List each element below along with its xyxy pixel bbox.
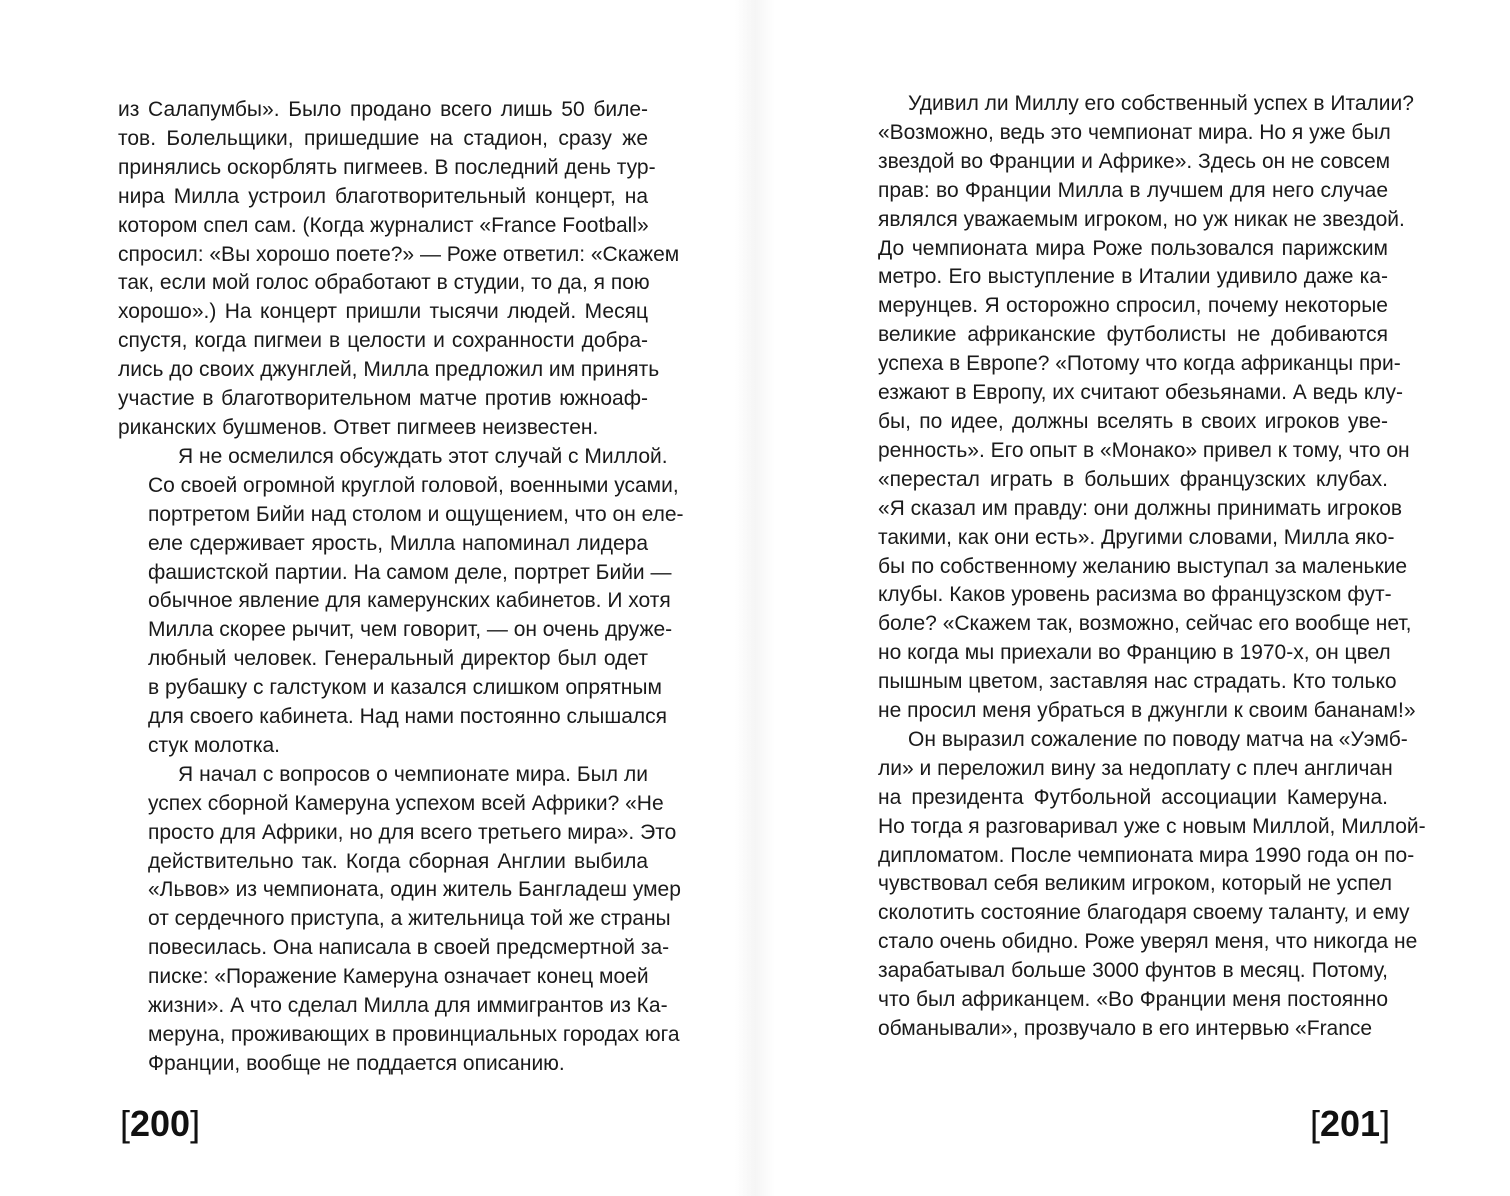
text-line: меруна, проживающих в провинциальных городах юга [148,1023,680,1046]
paragraph [118,761,681,1079]
text-line: «Я сказал им правду: они должны принимать игроков [878,496,1403,520]
text-line: Со своей огромной круглой головой, военными усами, [148,473,679,497]
text-line: дипломатом. После чемпионата мира 1990 года он по- [878,843,1415,867]
text-line: так, если мой голос обработают в студии, то да, я пою [118,271,650,295]
text-line: нира Милла устроил благотворительный концерт, на [118,184,648,208]
text-line: До чемпионата мира Роже пользовался парижским [878,236,1388,260]
text-line: спросил: «Вы хорошо поете?» — Роже ответил: «Скажем [118,242,680,266]
text-line: Я не осмелился обсуждать этот случай с Миллой. [178,444,668,468]
text-line: такими, как они есть». Другими словами, Милла яко- [878,525,1395,549]
text-line: еле сдерживает ярость, Милла напоминал лидера [148,531,648,555]
text-line: стук молотка. [148,733,281,757]
text-line: сколотить состояние благодаря своему таланту, и ему [878,901,1410,925]
text-line: чувствовал себя великим игроком, который не успел [878,872,1393,896]
text-line: портретом Бийи над столом и ощущением, что он еле- [148,502,684,526]
text-line: успех сборной Камеруна успехом всей Африки? «Не [148,791,664,815]
text-line: Франции, вообще не поддается описанию. [148,1051,565,1075]
text-line: на президента Футбольной ассоциации Камеруна. [878,785,1388,809]
text-line: великие африканские футболисты не добиваются [878,323,1388,347]
text-line: для своего кабинета. Над нами постоянно слышался [148,705,668,729]
text-line: спустя, когда пигмеи в целости и сохранности добра- [118,329,648,353]
text-line: действительно так. Когда сборная Англии выбила [148,849,648,873]
text-line: риканских бушменов. Ответ пигмеев неизвестен. [118,415,599,439]
text-line: обманывали», прозвучало в его интервью «France [878,1017,1373,1040]
text-line: клубы. Каков уровень расизма во французском фут- [878,583,1392,607]
text-line: жизни». А что сделал Милла для иммигрантов из Ка- [148,994,668,1018]
text-line: Удивил ли Миллу его собственный успех в Италии? [908,92,1414,115]
text-line: в рубашку с галстуком и казался слишком опрятным [148,676,662,700]
text-line: котором спел сам. (Когда журналист «France Football» [118,213,649,237]
text-line: успеха в Европе? «Потому что когда африканцы при- [878,352,1401,376]
text-line: «Львов» из чемпионата, один житель Бангладеш умер [148,878,681,902]
text-line: пышным цветом, заставляя нас страдать. Кто только [878,670,1397,694]
text-line: мерунцев. Я осторожно спросил, почему некоторые [878,294,1388,318]
text-line: Милла скорее рычит, чем говорит, — он очень друже- [148,618,673,642]
right-page-text [848,90,1426,1044]
text-line: езжают в Европу, их считают обезьянами. А ведь клу- [878,381,1403,405]
text-line: но когда мы приехали во Францию в 1970-х, он цвел [878,641,1391,665]
text-line: принялись оскорблять пигмеев. В последний день тур- [118,155,656,179]
text-line: писке: «Поражение Камеруна означает конец моей [148,965,649,989]
text-line: являлся уважаемым игроком, но уж никак не звездой. [878,207,1405,231]
text-line: метро. Его выступление в Италии удивило даже ка- [878,265,1388,289]
paragraph [848,90,1416,726]
text-line: из Салапумбы». Было продано всего лишь 50 биле- [118,98,648,121]
text-line: звездой во Франции и Африке». Здесь он не совсем [878,149,1391,173]
text-line: «перестал играть в больших французских клубах. [878,467,1388,491]
paragraph [848,726,1426,1044]
text-line: стало очень обидно. Роже уверял меня, что никогда не [878,930,1418,954]
text-line: хорошо».) На концерт пришли тысячи людей. Месяц [118,300,648,324]
text-line: ренность». Его опыт в «Монако» привел к тому, что он [878,438,1410,462]
text-line: бы, по идее, должны вселять в своих игроков уве- [878,409,1388,433]
text-line: Я начал с вопросов о чемпионате мира. Был ли [178,762,648,786]
text-line: «Возможно, ведь это чемпионат мира. Но я уже был [878,120,1391,144]
text-line: тов. Болельщики, пришедшие на стадион, сразу же [118,126,648,150]
right-page-number: [201] [1310,1103,1391,1144]
text-line: лись до своих джунглей, Милла предложил им принять [118,358,660,382]
right-page [755,0,1510,1196]
text-line: бы по собственному желанию выступал за маленькие [878,554,1408,578]
text-line: обычное явление для камерунских кабинетов. И хотя [148,589,671,613]
text-line: от сердечного приступа, а жительница той же страны [148,907,671,931]
left-page-number: [200] [120,1103,201,1144]
text-line: фашистской партии. На самом деле, портрет Бийи — [148,560,672,584]
text-line: просто для Африки, но для всего третьего мира». Это [148,820,677,844]
text-line: зарабатывал больше 3000 фунтов в месяц. Потому, [878,959,1388,983]
text-line: повесилась. Она написала в своей предсмертной за- [148,936,670,960]
left-page-text [118,96,684,1079]
left-page-number-value: 200 [130,1103,191,1144]
paragraph [118,96,680,443]
text-line: боле? «Скажем так, возможно, сейчас его вообще нет, [878,612,1412,636]
text-line: участие в благотворительном матче против южноаф- [118,387,648,411]
text-line: ли» и переложил вину за недоплату с плеч англичан [878,756,1393,780]
text-line: не просил меня убраться в джунгли к своим бананам!» [878,699,1416,723]
text-line: что был африканцем. «Во Франции меня постоянно [878,988,1388,1012]
right-page-number-value: 201 [1320,1103,1381,1144]
text-line: прав: во Франции Милла в лучшем для него случае [878,178,1388,202]
paragraph [118,443,684,761]
text-line: Но тогда я разговаривал уже с новым Миллой, Миллой- [878,814,1426,838]
text-line: Он выразил сожаление по поводу матча на «Уэмб- [908,727,1408,751]
text-line: любный человек. Генеральный директор был одет [148,647,648,671]
